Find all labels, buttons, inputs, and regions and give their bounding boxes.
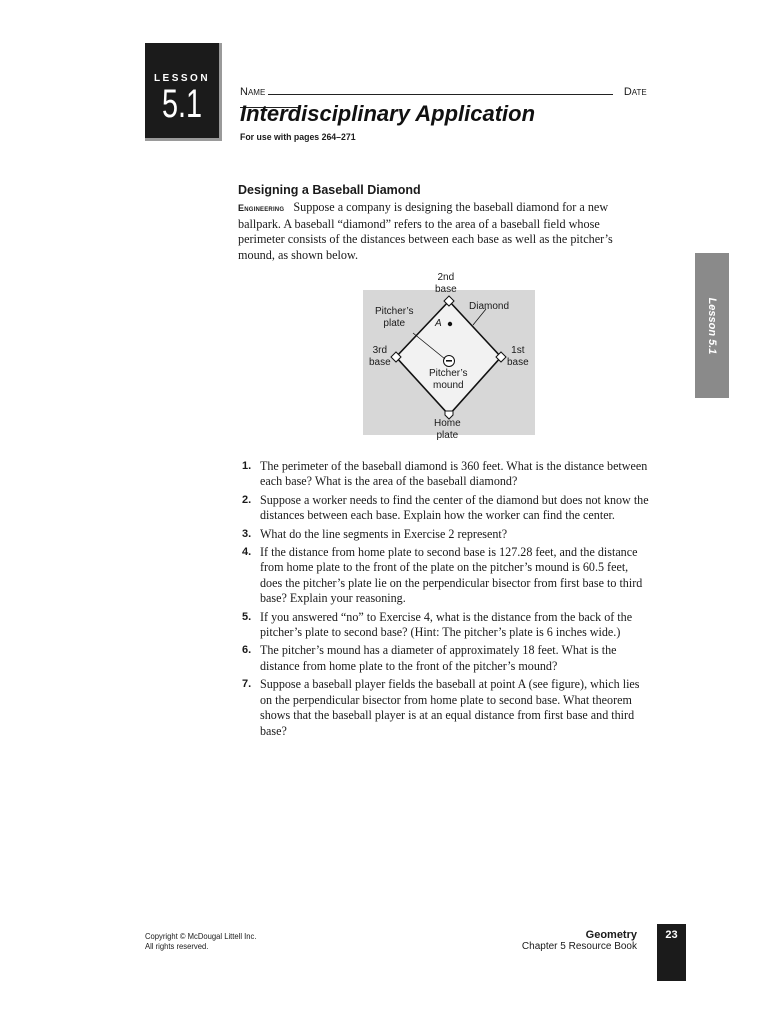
page-title: Interdisciplinary Application (240, 101, 536, 126)
lesson-number: 5.1 (161, 82, 203, 126)
exercise-number: 6. (242, 644, 252, 657)
exercise-text: If the distance from home plate to second base is 127.28 feet, and the distance from home plate to the front of the plate on the pitcher’s mound is 60.5 feet, does the pitcher’s plate lie on the perpendicular bisector from first base to third base? Explain your reasoning. (260, 545, 643, 606)
exercise-text: Suppose a worker needs to find the center of the diamond but does not know the distances between each base. Explain how the worker can find the center. (260, 492, 649, 523)
exercise-item (242, 459, 652, 490)
exercise-list (242, 459, 652, 742)
exercise-text: Suppose a baseball player fields the baseball at point A (see figure), which lies on the perpendicular bisector from home plate to second base. What theorem shows that the baseball player is at an equal distance from first base and third base? (260, 677, 640, 738)
intro-text: Suppose a company is designing the baseball diamond for a new ballpark. A baseball “diamond” refers to the area of a baseball field whose perimeter consists of the distances between each base as well as the pitcher’s mound, as shown below. (238, 200, 613, 262)
second-base-label: 2nd base (435, 272, 457, 295)
exercise-number: 2. (242, 493, 252, 506)
point-a-marker (448, 322, 452, 326)
exercise-item (242, 493, 652, 524)
exercise-text: What do the line segments in Exercise 2 represent? (260, 526, 508, 541)
exercise-item (242, 527, 652, 542)
intro-paragraph (238, 200, 648, 263)
lesson-badge (145, 43, 222, 141)
page-subtitle: For use with pages 264–271 (240, 132, 356, 143)
copyright-notice: Copyright © McDougal Littell Inc. All rights reserved. (145, 931, 257, 951)
exercise-item (242, 545, 652, 607)
exercise-item (242, 610, 652, 641)
book-subtitle: Chapter 5 Resource Book (521, 941, 637, 952)
exercise-text: The pitcher’s mound has a diameter of approximately 18 feet. What is the distance from home plate to the front of the pitcher’s mound? (260, 643, 617, 673)
pitchers-mound-label: Pitcher’s mound (429, 368, 468, 391)
name-label: Name (240, 86, 266, 98)
exercise-number: 5. (242, 610, 252, 623)
baseball-diamond-figure (355, 265, 555, 450)
home-plate-label: Home plate (434, 418, 461, 441)
exercise-item (242, 677, 652, 739)
exercise-number: 4. (242, 546, 252, 559)
page-number: 23 (657, 924, 686, 981)
side-tab-label: Lesson 5.1 (706, 297, 718, 354)
pitchers-plate-label: Pitcher’s plate (375, 306, 414, 329)
exercise-item (242, 643, 652, 674)
date-label: Date (623, 86, 647, 98)
exercise-number: 1. (242, 460, 252, 472)
name-field[interactable] (268, 85, 613, 95)
exercise-number: 3. (242, 527, 252, 540)
exercise-number: 7. (242, 678, 252, 691)
section-heading: Designing a Baseball Diamond (238, 183, 421, 197)
lesson-word: LESSON (153, 73, 211, 84)
first-base-label: 1st base (507, 345, 529, 368)
book-title: Geometry (585, 929, 637, 941)
exercise-text: The perimeter of the baseball diamond is 360 feet. What is the distance between each base? What is the area of the baseball diamond? (260, 459, 648, 489)
book-info (522, 929, 637, 952)
third-base-label: 3rd base (369, 345, 391, 368)
pitchers-plate-marker (446, 360, 452, 362)
point-a-label: A (435, 318, 442, 329)
side-tab (695, 253, 729, 398)
exercise-text: If you answered “no” to Exercise 4, what is the distance from the back of the pitcher’s plate to second base? (Hint: The pitcher’s plate is 6 inches wide.) (260, 609, 633, 640)
engineering-tag: Engineering (238, 203, 285, 213)
diamond-label: Diamond (469, 301, 510, 312)
